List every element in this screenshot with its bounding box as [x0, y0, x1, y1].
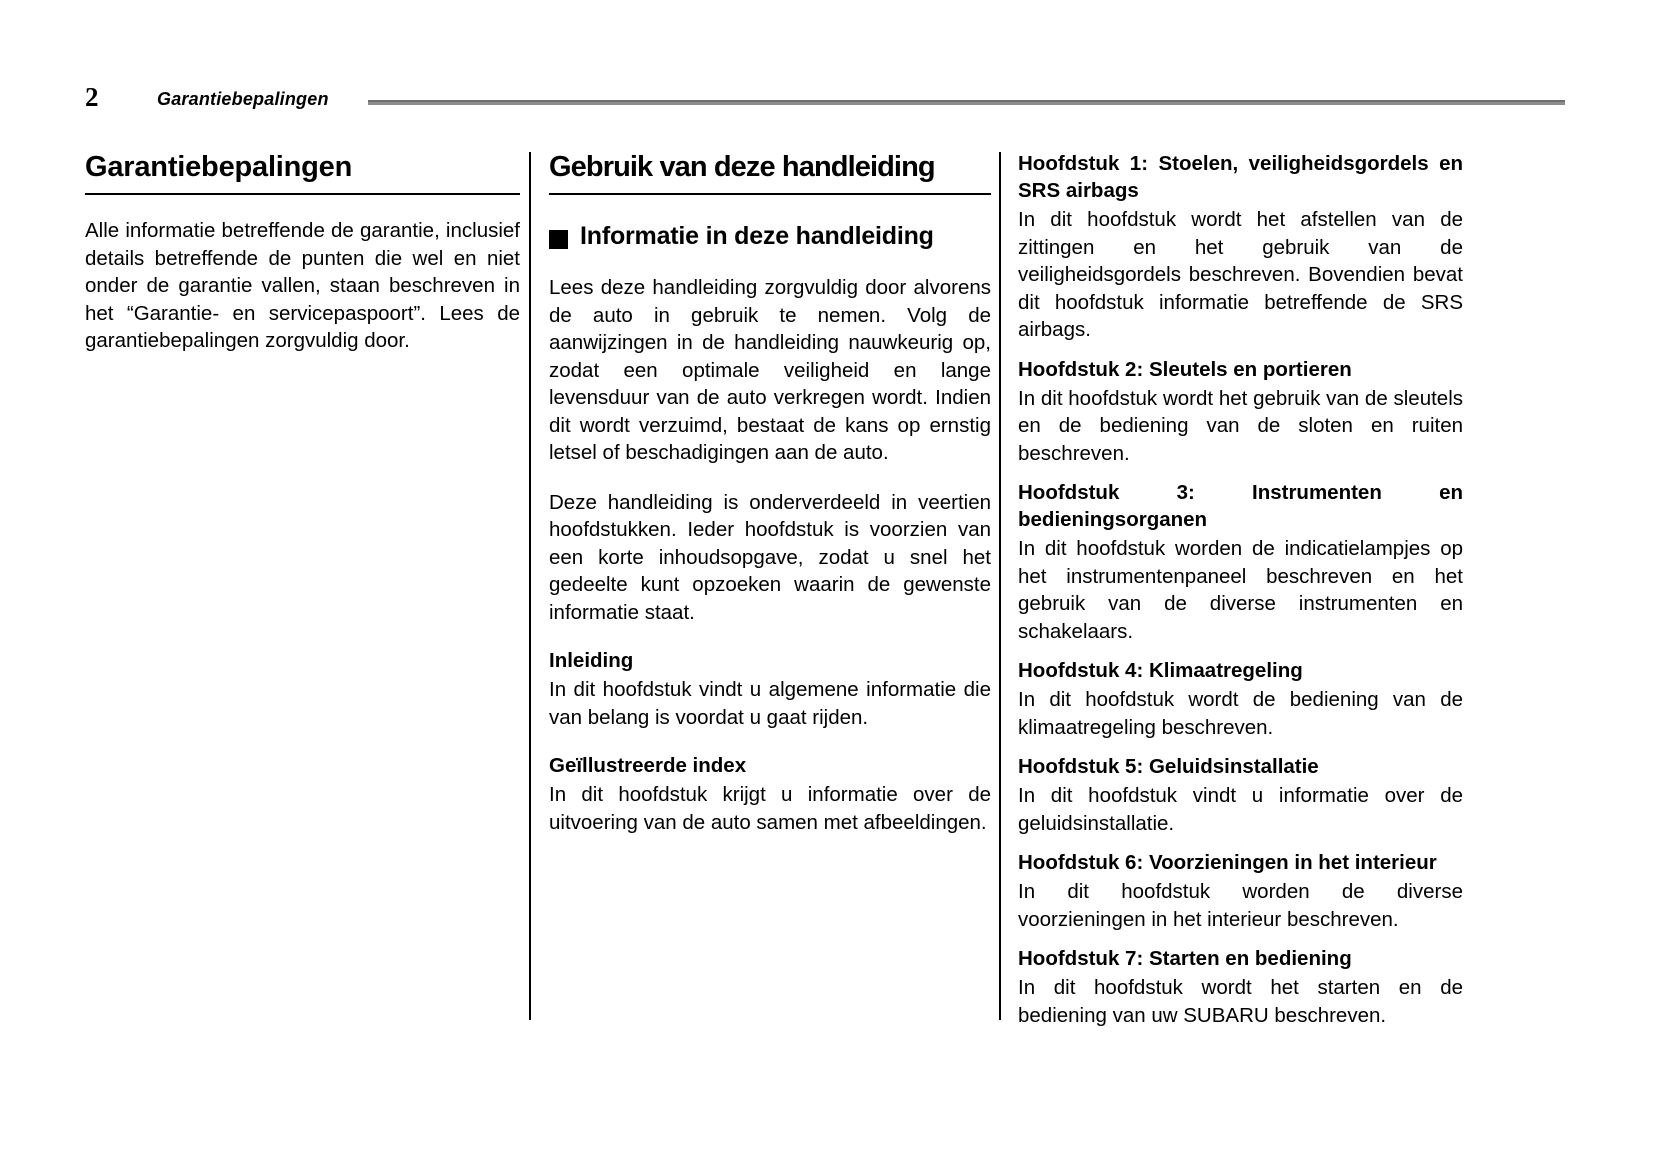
page-header — [85, 82, 1565, 116]
column-divider-1 — [529, 152, 531, 1020]
chapter-entry — [1018, 945, 1463, 1029]
chapter-7-heading: Hoofdstuk 7: Starten en bediening — [1018, 947, 1352, 970]
chapter-6-heading: Hoofdstuk 6: Voorzieningen in het interieur — [1018, 851, 1437, 874]
chapter-5-heading: Hoofdstuk 5: Geluidsinstallatie — [1018, 755, 1319, 778]
subsection-heading — [549, 221, 991, 252]
column-one-paragraph: Alle informatie betreffende de garantie, inclusief details betreffende de punten die wel en niet onder de garantie vallen, staan beschreven in het “Garantie- en servicepaspoort”. Lees de garantiebepalingen zorgvuldig door. — [85, 219, 520, 352]
chapter-entry — [1018, 356, 1463, 468]
subsection-heading-label: Informatie in deze handleiding — [580, 222, 934, 250]
column-two-paragraph-2: Deze handleiding is onderverdeeld in veertien hoofdstukken. Ieder hoofdstuk is voorzien van een korte inhoudsopgave, zodat u snel het gedeelte kunt opzoeken waarin de gewenste informatie staat. — [549, 490, 991, 624]
chapter-2-heading: Hoofdstuk 2: Sleutels en portieren — [1018, 357, 1352, 381]
chapter-entry — [1018, 657, 1463, 741]
column-three — [1018, 150, 1463, 1029]
subsection-inleiding-text: In dit hoofdstuk vindt u algemene informatie die van belang is voordat u gaat rijden. — [549, 678, 991, 729]
chapter-entry — [1018, 479, 1463, 645]
square-bullet-icon — [549, 230, 568, 249]
column-two-title: Gebruik van deze handleiding — [549, 150, 991, 195]
chapter-entry — [1018, 753, 1463, 837]
chapter-6-text: In dit hoofdstuk worden de diverse voorzieningen in het interieur beschreven. — [1018, 880, 1463, 931]
chapter-3-text: In dit hoofdstuk worden de indicatielampjes op het instrumentenpaneel beschreven en het gebruik van de diverse instrumenten en schakelaars. — [1018, 537, 1463, 643]
chapter-entry — [1018, 849, 1463, 933]
header-rule-top — [368, 100, 1565, 102]
column-two-paragraph-1: Lees deze handleiding zorgvuldig door alvorens de auto in gebruik te nemen. Volg de aanwijzingen in de handleiding nauwkeurig op, zodat een optimale veiligheid en lange levensduur van de auto verkregen wordt. Indien dit wordt verzuimd, bestaat de kans op ernstig letsel of beschadigingen aan de auto. — [549, 276, 991, 464]
chapter-1-text: In dit hoofdstuk wordt het afstellen van de zittingen en het gebruik van de veiligheidsgordels beschreven. Bovendien bevat dit hoofdstuk informatie betreffende de SRS airbags. — [1018, 208, 1463, 341]
chapter-7-text: In dit hoofdstuk wordt het starten en de bediening van uw SUBARU beschreven. — [1018, 976, 1463, 1027]
chapter-5-text: In dit hoofdstuk vindt u informatie over de geluidsinstallatie. — [1018, 784, 1463, 835]
subsection-index-text: In dit hoofdstuk krijgt u informatie over de uitvoering van de auto samen met afbeeldingen. — [549, 783, 991, 834]
chapter-4-heading: Hoofdstuk 4: Klimaatregeling — [1018, 659, 1303, 682]
chapter-entry — [1018, 150, 1463, 344]
chapter-4-text: In dit hoofdstuk wordt de bediening van de klimaatregeling beschreven. — [1018, 688, 1463, 739]
subsection-index-heading: Geïllustreerde index — [549, 754, 747, 777]
page-number: 2 — [85, 82, 99, 112]
column-one-title: Garantiebepalingen — [85, 150, 520, 195]
chapter-1-heading: Hoofdstuk 1: Stoelen, veiligheidsgordels en SRS airbags — [1018, 152, 1463, 202]
running-header-title: Garantiebepalingen — [157, 89, 329, 109]
subsection-inleiding-heading: Inleiding — [549, 649, 634, 672]
chapter-3-heading: Hoofdstuk 3: Instrumenten en bedieningsorganen — [1018, 481, 1463, 531]
column-two — [549, 150, 991, 836]
column-divider-2 — [999, 152, 1001, 1020]
chapter-2-text: In dit hoofdstuk wordt het gebruik van de sleutels en de bediening van de sloten en ruiten beschreven. — [1018, 386, 1463, 465]
column-one — [85, 150, 520, 355]
